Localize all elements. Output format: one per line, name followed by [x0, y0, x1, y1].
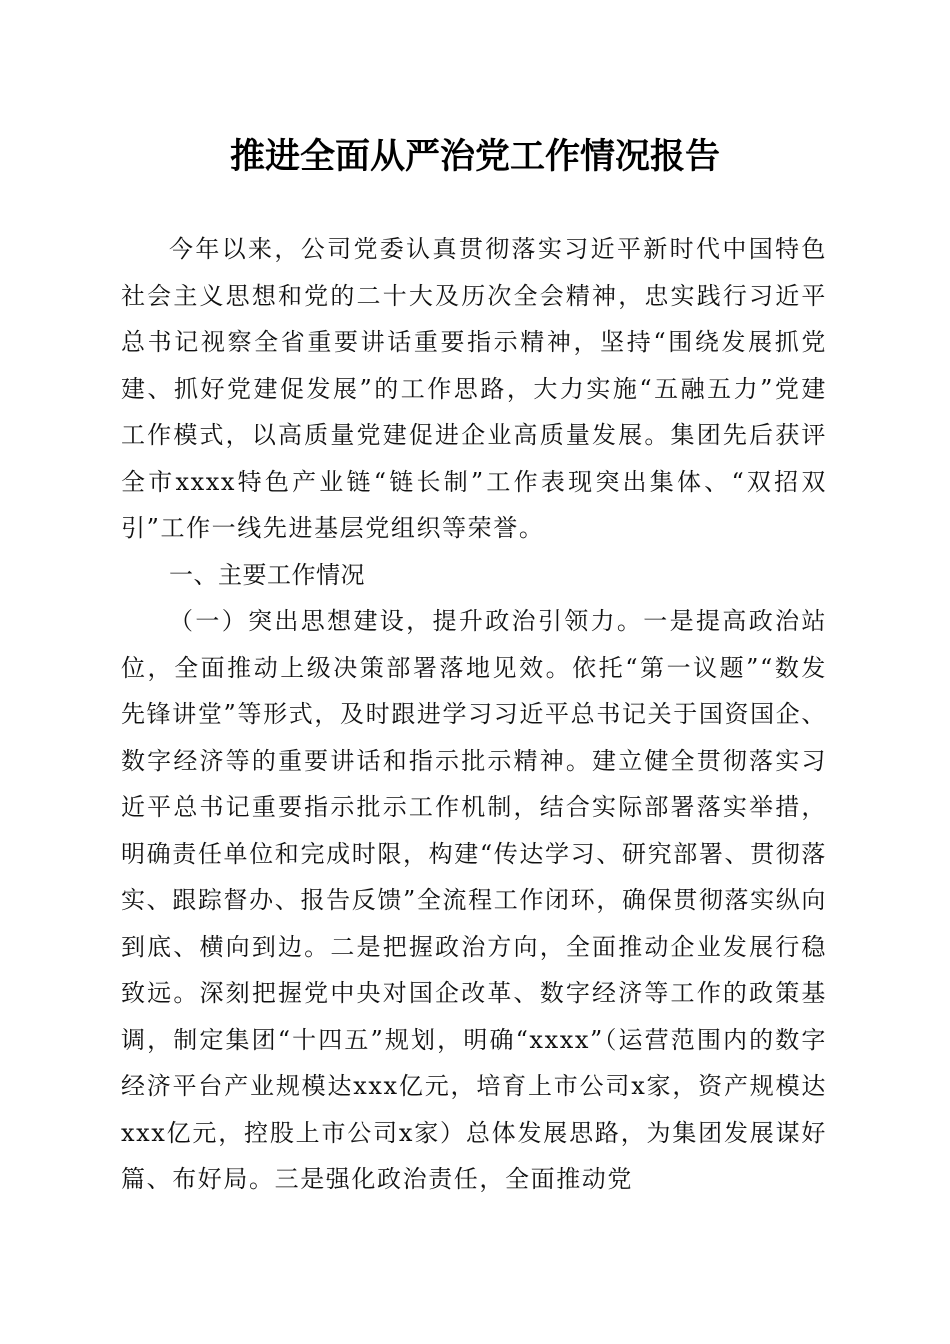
subsection-body: 一是提高政治站位，全面推动上级决策部署落地见效。依托“第一议题”“数发先锋讲堂”等形式，及时跟进学习习近平总书记关于国资国企、数字经济等的重要讲话和指示批示精神。建立健全贯彻落实习近平总书记重要指示批示工作机制，结合实际部署落实举措，明确责任单位和完成时限，构建“传达学习、研究部署、贯彻落实、跟踪督办、报告反馈”全流程工作闭环，确保贯彻落实纵向到底、横向到边。二是把握政治方向，全面推动企业发展行稳致远。深刻把握党中央对国企改革、数字经济等工作的政策基调，制定集团“十四五”规划，明确“xxxx”（运营范围内的数字经济平台产业规模达xxx亿元，培育上市公司x家，资产规模达xxx亿元，控股上市公司x家）总体发展思路，为集团发展谋好篇、布好局。三是强化政治责任，全面推动党 [121, 607, 827, 1193]
document-title: 推进全面从严治党工作情况报告 [229, 136, 720, 177]
subsection-heading: （一）突出思想建设，提升政治引领力。 [169, 607, 644, 635]
subsection-paragraph [121, 598, 827, 1203]
intro-paragraph: 今年以来，公司党委认真贯彻落实习近平新时代中国特色社会主义思想和党的二十大及历次全会精神，忠实践行习近平总书记视察全省重要讲话重要指示精神，坚持“围绕发展抓党建、抓好党建促发展”的工作思路，大力实施“五融五力”党建工作模式，以高质量党建促进企业高质量发展。集团先后获评全市xxxx特色产业链“链长制”工作表现突出集体、“双招双引”工作一线先进基层党组织等荣誉。 [121, 235, 827, 542]
section-heading-main-work: 一、主要工作情况 [169, 560, 365, 589]
document-body [121, 226, 827, 1203]
